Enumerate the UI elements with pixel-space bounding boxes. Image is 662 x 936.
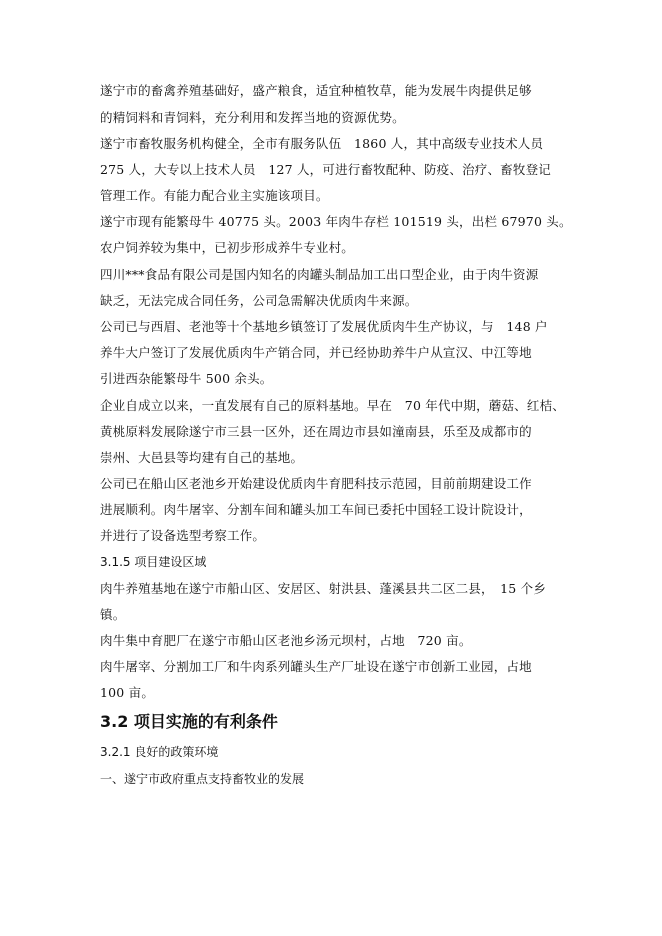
paragraph-line: 引进西杂能繁母牛 500 余头。: [100, 371, 273, 386]
paragraph-line: 公司已与西眉、老池等十个基地乡镇签订了发展优质肉牛生产协议，与 148 户: [100, 319, 548, 334]
paragraph-line: 进展顺利。肉牛屠宰、分割车间和罐头加工车间已委托中国轻工设计院设计，: [100, 502, 532, 517]
paragraph-line: 管理工作。有能力配合业主实施该项目。: [100, 188, 329, 203]
paragraph-line: 黄桃原料发展除遂宁市三县一区外，还在周边市县如潼南县，乐至及成都市的: [100, 424, 532, 439]
paragraph-line: 并进行了设备选型考察工作。: [100, 528, 266, 543]
paragraph-line: 遂宁市的畜禽养殖基础好，盛产粮食，适宜种植牧草，能为发展牛肉提供足够: [100, 83, 532, 98]
paragraph-line: 养牛大户签订了发展优质肉牛产销合同，并已经协助养牛户从宣汉、中江等地: [100, 345, 532, 360]
section-heading-3-2: 3.2 项目实施的有利条件: [100, 712, 278, 731]
paragraph-line: 四川***食品有限公司是国内知名的肉罐头制品加工出口型企业，由于肉牛资源: [100, 267, 539, 282]
paragraph-line: 的精饲料和青饲料，充分利用和发挥当地的资源优势。: [100, 110, 405, 125]
paragraph-line: 遂宁市现有能繁母牛 40775 头。2003 年肉牛存栏 101519 头，出栏 67970 头。: [100, 214, 572, 229]
paragraph-line: 缺乏，无法完成合同任务，公司急需解决优质肉牛来源。: [100, 293, 418, 308]
paragraph-line: 275 人，大专以上技术人员 127 人，可进行畜牧配种、防疫、治疗、畜牧登记: [100, 162, 551, 177]
paragraph-line: 肉牛屠宰、分割加工厂和牛肉系列罐头生产厂址设在遂宁市创新工业园，占地: [100, 659, 532, 674]
paragraph-line: 肉牛集中育肥厂在遂宁市船山区老池乡汤元坝村，占地 720 亩。: [100, 633, 472, 648]
paragraph-line: 100 亩。: [100, 685, 155, 700]
paragraph-line: 农户饲养较为集中，已初步形成养牛专业村。: [100, 240, 355, 255]
paragraph-line: 镇。: [100, 607, 126, 622]
section-heading-3-1-5: 3.1.5 项目建设区域: [100, 555, 207, 569]
paragraph-line: 公司已在船山区老池乡开始建设优质肉牛育肥科技示范园，目前前期建设工作: [100, 476, 532, 491]
list-point-1: 一、遂宁市政府重点支持畜牧业的发展: [100, 772, 305, 786]
paragraph-line: 崇州、大邑县等均建有自己的基地。: [100, 450, 304, 465]
paragraph-line: 企业自成立以来，一直发展有自己的原料基地。早在 70 年代中期，蘑菇、红桔、: [100, 398, 565, 413]
paragraph-line: 遂宁市畜牧服务机构健全，全市有服务队伍 1860 人，其中高级专业技术人员: [100, 136, 544, 151]
paragraph-line: 肉牛养殖基地在遂宁市船山区、安居区、射洪县、蓬溪县共二区二县， 15 个乡: [100, 581, 547, 596]
section-heading-3-2-1: 3.2.1 良好的政策环境: [100, 745, 219, 759]
